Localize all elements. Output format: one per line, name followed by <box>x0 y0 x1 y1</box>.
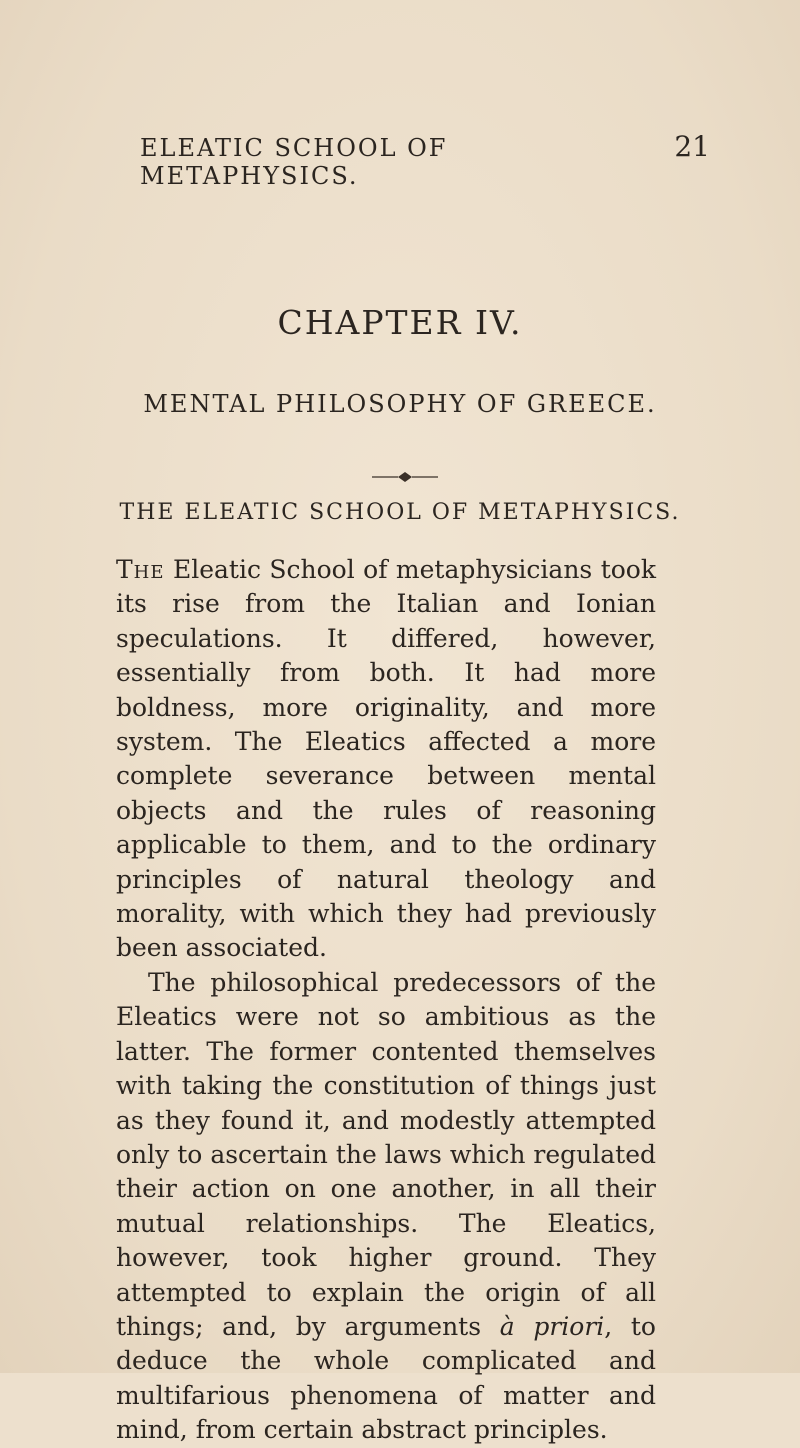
paragraph-2-before: The philosophical predecessors of the Eleatics were not so ambitious as the latter. The former contented themselves with taking the constitution of things just as they found it, and modestly attempted only to ascertain the laws which regulated their action on one another, in all their mutual relationships. The Eleatics, however, took higher ground. They attempted to explain the origin of all things; and, by arguments <box>116 967 656 1341</box>
paragraph-2-italic: à priori <box>499 1311 605 1341</box>
ornament-divider-icon <box>370 471 440 483</box>
page-number: 21 <box>674 130 710 163</box>
chapter-subtitle: MENTAL PHILOSOPHY OF GREECE. <box>143 390 657 418</box>
section-title: THE ELEATIC SCHOOL OF METAPHYSICS. <box>119 500 681 525</box>
chapter-title: CHAPTER IV. <box>277 303 523 342</box>
body-text <box>116 553 656 1448</box>
running-head <box>140 130 710 190</box>
paragraph-1 <box>116 553 656 966</box>
paragraph-1-lead: The <box>116 555 165 584</box>
running-title: ELEATIC SCHOOL OF METAPHYSICS. <box>140 134 448 190</box>
paragraph-1-text: Eleatic School of metaphysicians took its rise from the Italian and Ionian speculations. It differed, however, essentially from both. It had more boldness, more originality, and more system. The Eleatics affected a more complete severance between mental objects and the rules of reasoning applicable to them, and to the ordinary principles of natural theology and morality, with which they had previously been associated. <box>116 555 656 963</box>
paragraph-2-after: , to deduce the whole complicated and multifarious phenomena of matter and mind, from certain abstract principles. <box>116 1311 656 1445</box>
paragraph-2 <box>116 966 656 1448</box>
